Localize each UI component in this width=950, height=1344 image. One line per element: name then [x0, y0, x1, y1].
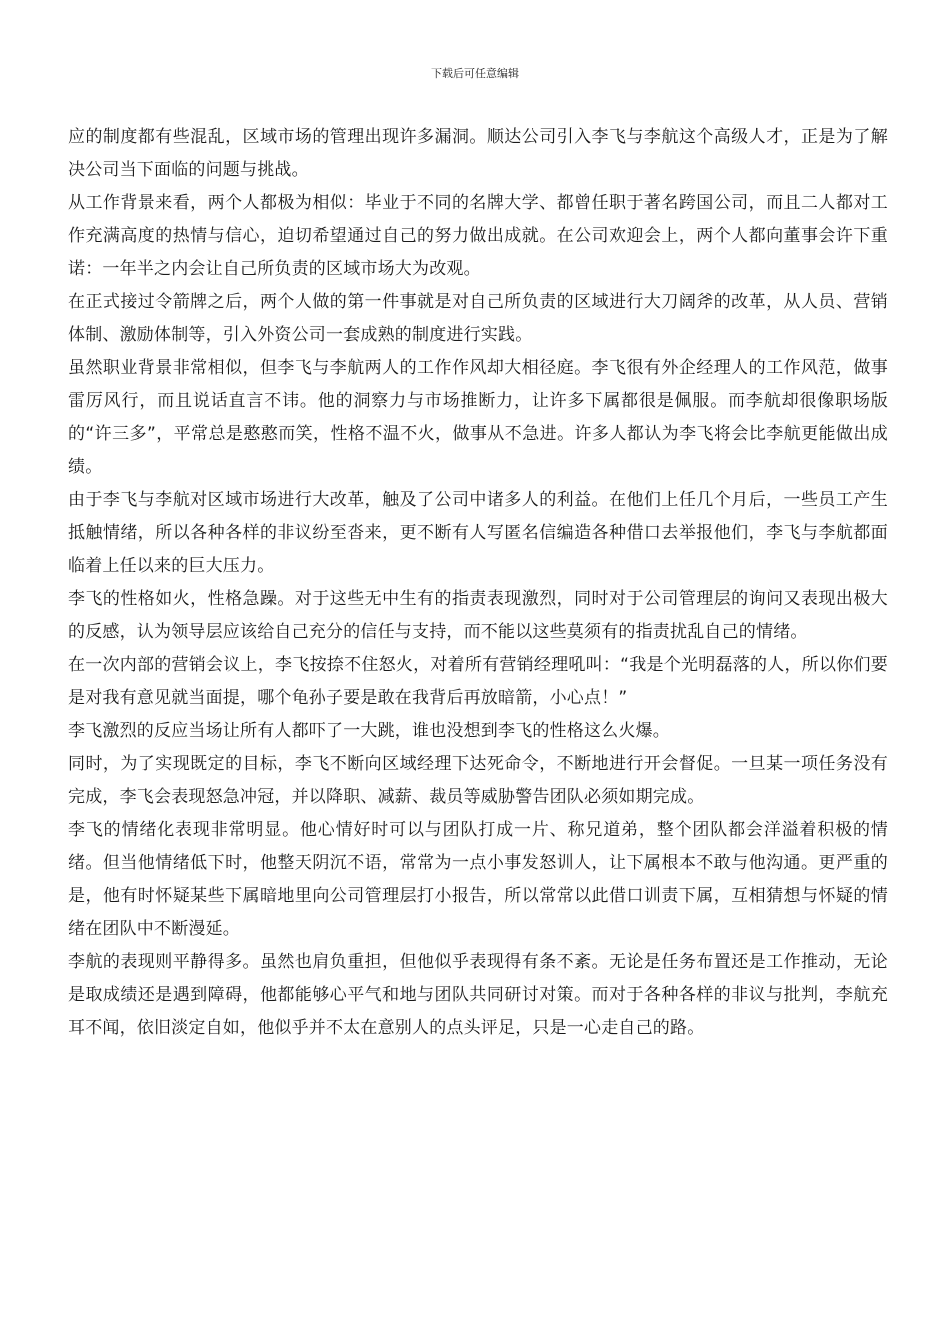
document-body: [68, 121, 888, 1045]
paragraph: 李飞激烈的反应当场让所有人都吓了一大跳，谁也没想到李飞的性格这么火爆。: [68, 721, 670, 741]
paragraph: 虽然职业背景非常相似，但李飞与李航两人的工作作风却大相径庭。李飞很有外企经理人的工作风范，做事雷厉风行，而且说话直言不讳。他的洞察力与市场推断力，让许多下属都很是佩服。而李航却很像职场版的“许三多”，平常总是憨憨而笑，性格不温不火，做事从不急进。许多人都认为李飞将会比李航更能做出成绩。: [68, 358, 888, 477]
paragraph: 应的制度都有些混乱，区域市场的管理出现许多漏洞。顺达公司引入李飞与李航这个高级人才，正是为了解决公司当下面临的问题与挑战。: [68, 127, 888, 180]
paragraph: 李飞的情绪化表现非常明显。他心情好时可以与团队打成一片、称兄道弟，整个团队都会洋溢着积极的情绪。但当他情绪低下时，他整天阴沉不语，常常为一点小事发怒训人，让下属根本不敢与他沟通。更严重的是，他有时怀疑某些下属暗地里向公司管理层打小报告，所以常常以此借口训责下属，互相猜想与怀疑的情绪在团队中不断漫延。: [68, 820, 888, 939]
paragraph: 从工作背景来看，两个人都极为相似：毕业于不同的名牌大学、都曾任职于著名跨国公司，而且二人都对工作充满高度的热情与信心，迫切希望通过自己的努力做出成就。在公司欢迎会上，两个人都向董事会许下重诺：一年半之内会让自己所负责的区域市场大为改观。: [68, 193, 888, 279]
paragraph: 由于李飞与李航对区域市场进行大改革，触及了公司中诸多人的利益。在他们上任几个月后，一些员工产生抵触情绪，所以各种各样的非议纷至沓来，更不断有人写匿名信编造各种借口去举报他们，李飞与李航都面临着上任以来的巨大压力。: [68, 490, 888, 576]
paragraph: 同时，为了实现既定的目标，李飞不断向区域经理下达死命令，不断地进行开会督促。一旦某一项任务没有完成，李飞会表现怒急冲冠，并以降职、减薪、裁员等威胁警告团队必须如期完成。: [68, 754, 888, 807]
paragraph: 李飞的性格如火，性格急躁。对于这些无中生有的指责表现激烈，同时对于公司管理层的询问又表现出极大的反感，认为领导层应该给自己充分的信任与支持，而不能以这些莫须有的指责扰乱自己的情绪。: [68, 589, 888, 642]
page-header: 下载后可任意编辑: [431, 67, 519, 80]
paragraph: 在正式接过令箭牌之后，两个人做的第一件事就是对自己所负责的区域进行大刀阔斧的改革，从人员、营销体制、激励体制等，引入外资公司一套成熟的制度进行实践。: [68, 292, 888, 345]
paragraph: 在一次内部的营销会议上，李飞按捺不住怒火，对着所有营销经理吼叫：“我是个光明磊落的人，所以你们要是对我有意见就当面提，哪个龟孙子要是敢在我背后再放暗箭，小心点！”: [68, 655, 888, 708]
paragraph: 李航的表现则平静得多。虽然也肩负重担，但他似乎表现得有条不紊。无论是任务布置还是工作推动，无论是取成绩还是遇到障碍，他都能够心平气和地与团队共同研讨对策。而对于各种各样的非议与批判，李航充耳不闻，依旧淡定自如，他似乎并不太在意别人的点头评足，只是一心走自己的路。: [68, 952, 888, 1038]
